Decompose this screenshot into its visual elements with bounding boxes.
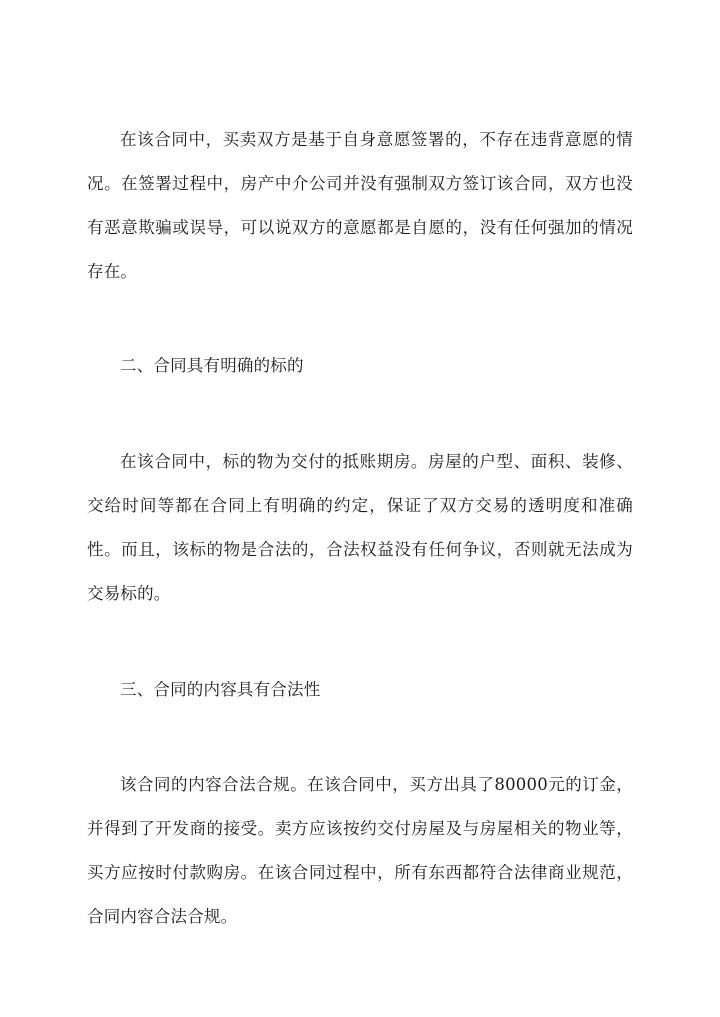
paragraph-subject-matter: 在该合同中，标的物为交付的抵账期房。房屋的户型、面积、装修、交给时间等都在合同上有明确的约定，保证了双方交易的透明度和准确性。而且，该标的物是合法的，合法权益没有任何争议，否则就无法成为交易标的。 <box>87 452 633 603</box>
paragraph-legality: 该合同的内容合法合规。在该合同中，买方出具了80000元的订金，并得到了开发商的接受。卖方应该按约交付房屋及与房屋相关的物业等，买方应按时付款购房。在该合同过程中，所有东西都符合法律商业规范，合同内容合法合规。 <box>87 775 633 926</box>
section-heading-legality: 三、合同的内容具有合法性 <box>120 680 321 699</box>
paragraph-voluntariness: 在该合同中，买卖双方是基于自身意愿签署的，不存在违背意愿的情况。在签署过程中，房产中介公司并没有强制双方签订该合同，双方也没有恶意欺骗或误导，可以说双方的意愿都是自愿的，没有任何强加的情况存在。 <box>87 130 633 281</box>
section-heading-subject-matter: 二、合同具有明确的标的 <box>120 356 304 375</box>
